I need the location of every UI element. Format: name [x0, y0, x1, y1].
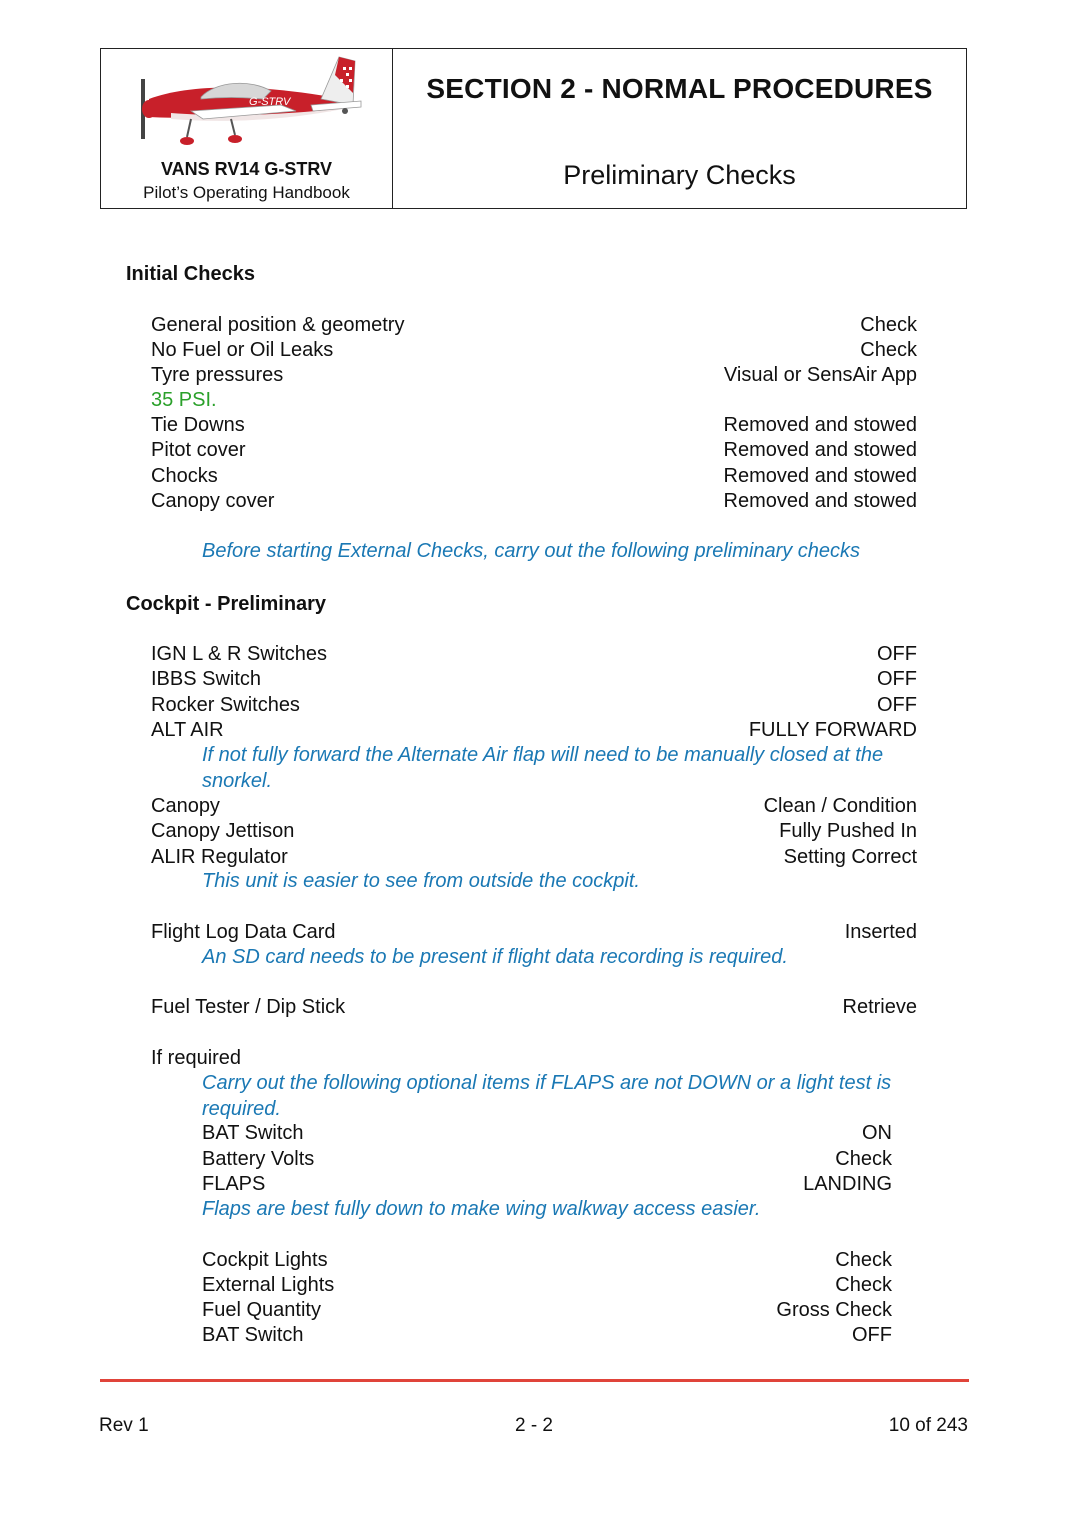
checklist-row — [202, 1121, 892, 1146]
external-checks-note: Before starting External Checks, carry out the following preliminary checks — [202, 540, 861, 562]
checklist-item: No Fuel or Oil Leaks — [151, 339, 334, 361]
checklist-action: Gross Check — [776, 1299, 892, 1321]
checklist-item: Fuel Quantity — [202, 1299, 321, 1321]
handbook-title: Pilot’s Operating Handbook — [143, 183, 350, 202]
checklist-action: Clean / Condition — [763, 795, 917, 817]
checklist-action: Fully Pushed In — [779, 820, 917, 842]
checklist-row — [151, 819, 917, 844]
checklist-action: Removed and stowed — [723, 465, 917, 487]
checklist-row — [151, 794, 917, 819]
checklist-row — [202, 1298, 892, 1323]
page-header — [100, 48, 967, 209]
checklist-action: Inserted — [844, 921, 917, 943]
checklist-action: Check — [860, 314, 917, 336]
cockpit-preliminary-heading: Cockpit - Preliminary — [126, 593, 327, 615]
checklist-item: IBBS Switch — [151, 668, 262, 690]
optional-items-note: Carry out the following optional items if FLAPS are not DOWN or a light test is required. — [202, 1072, 892, 1120]
checklist-row — [151, 464, 917, 489]
checklist-row — [151, 413, 917, 438]
checklist-item: Battery Volts — [202, 1148, 315, 1170]
page-title: Preliminary Checks — [563, 160, 796, 190]
header-title-cell — [393, 49, 966, 208]
checklist-item: BAT Switch — [202, 1122, 304, 1144]
checklist-row — [151, 693, 917, 718]
checklist-item: Canopy Jettison — [151, 820, 295, 842]
checklist-row — [151, 920, 917, 945]
checklist-item: Canopy — [151, 795, 220, 817]
checklist-action: Removed and stowed — [723, 414, 917, 436]
alir-note: This unit is easier to see from outside the cockpit. — [202, 870, 640, 892]
checklist-item: Tyre pressures — [151, 364, 284, 386]
checklist-row — [151, 338, 917, 363]
checklist-action: OFF — [877, 694, 917, 716]
checklist-row — [151, 438, 917, 463]
checklist-item: ALIR Regulator — [151, 846, 288, 868]
checklist-item: Fuel Tester / Dip Stick — [151, 996, 346, 1018]
checklist-row — [202, 1172, 892, 1197]
if-required-label: If required — [151, 1047, 242, 1069]
checklist-row — [151, 642, 917, 667]
checklist-action: Visual or SensAir App — [723, 364, 917, 386]
checklist-item: Chocks — [151, 465, 218, 487]
checklist-item: General position & geometry — [151, 314, 405, 336]
checklist-row — [202, 1323, 892, 1348]
logo-registration: G-STRV — [249, 96, 291, 108]
revision-label: Rev 1 — [99, 1415, 149, 1436]
checklist-row — [151, 995, 917, 1020]
checklist-action: Check — [860, 339, 917, 361]
checklist-row — [151, 845, 917, 870]
checklist-item: Canopy cover — [151, 490, 275, 512]
checklist-item: Rocker Switches — [151, 694, 300, 716]
alt-air-note: If not fully forward the Alternate Air flap will need to be manually closed at the snorkel. — [202, 744, 884, 792]
checklist-item: BAT Switch — [202, 1324, 304, 1346]
page-reference: 2 - 2 — [514, 1415, 554, 1436]
checklist-action: Check — [835, 1274, 892, 1296]
checklist-row — [151, 718, 917, 743]
checklist-action: Removed and stowed — [723, 439, 917, 461]
checklist-item: ALT AIR — [151, 719, 224, 741]
checklist-item: FLAPS — [202, 1173, 266, 1195]
aircraft-model: VANS RV14 G-STRV — [160, 159, 333, 179]
footer-divider — [100, 1379, 969, 1382]
checklist-item: External Lights — [202, 1274, 335, 1296]
checklist-row — [202, 1248, 892, 1273]
tyre-pressure-value: 35 PSI. — [151, 389, 217, 411]
checklist-action: Retrieve — [842, 996, 917, 1018]
page-count: 10 of 243 — [888, 1415, 968, 1436]
checklist-row — [151, 388, 917, 413]
checklist-row — [202, 1147, 892, 1172]
sd-card-note: An SD card needs to be present if flight data recording is required. — [202, 946, 788, 968]
checklist-item: Cockpit Lights — [202, 1249, 328, 1271]
checklist-action: FULLY FORWARD — [748, 719, 917, 741]
checklist-row — [151, 489, 917, 514]
checklist-item: IGN L & R Switches — [151, 643, 327, 665]
checklist-action: OFF — [877, 668, 917, 690]
checklist-action: OFF — [877, 643, 917, 665]
checklist-action: Check — [835, 1249, 892, 1271]
checklist-action: Check — [835, 1148, 892, 1170]
checklist-action: Setting Correct — [783, 846, 917, 868]
checklist-row — [151, 667, 917, 692]
checklist-item: Pitot cover — [151, 439, 246, 461]
checklist-action: ON — [862, 1122, 892, 1144]
header-logo-cell — [101, 49, 393, 208]
checklist-item: Flight Log Data Card — [151, 921, 336, 943]
checklist-action: OFF — [852, 1324, 892, 1346]
flaps-note: Flaps are best fully down to make wing walkway access easier. — [202, 1198, 761, 1220]
checklist-row — [202, 1273, 892, 1298]
checklist-row — [151, 313, 917, 338]
checklist-action: LANDING — [803, 1173, 892, 1195]
checklist-row — [151, 363, 917, 388]
checklist-action: Removed and stowed — [723, 490, 917, 512]
aircraft-illustration — [131, 53, 363, 165]
initial-checks-heading: Initial Checks — [126, 263, 255, 285]
section-title: SECTION 2 - NORMAL PROCEDURES — [426, 73, 933, 104]
checklist-item: Tie Downs — [151, 414, 245, 436]
